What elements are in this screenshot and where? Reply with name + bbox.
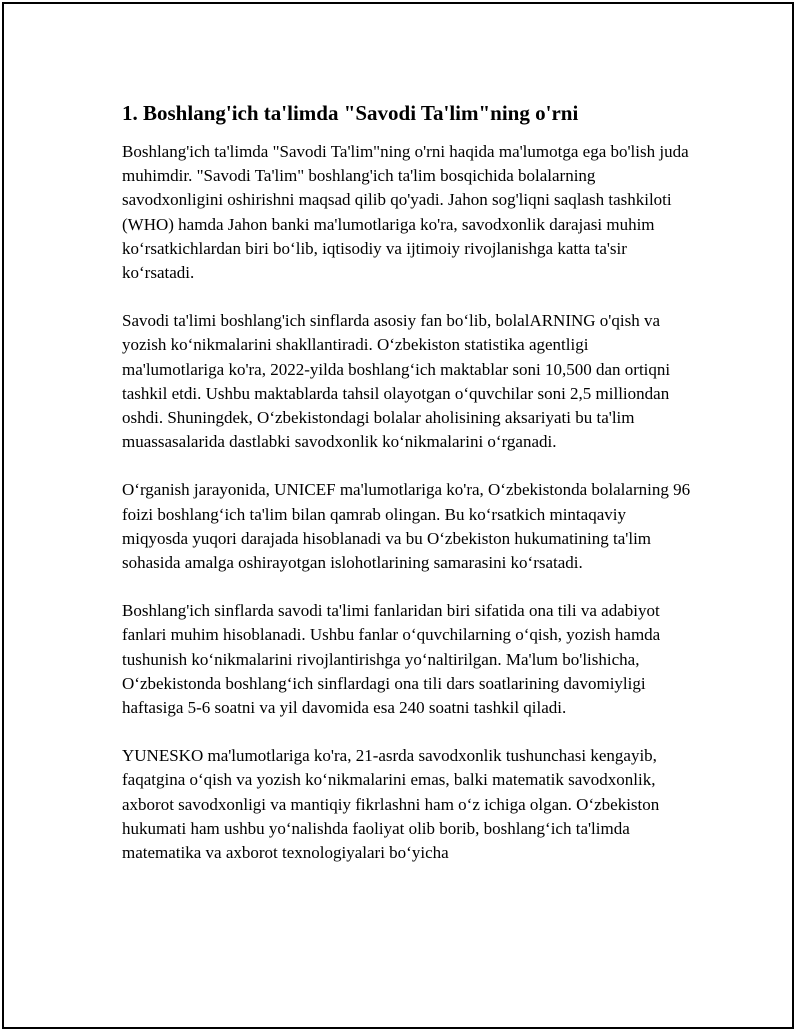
paragraph-2: Savodi ta'limi boshlang'ich sinflarda asosiy fan bo‘lib, bolalARNING o'qish va yozish ko‘nikmalarini shakllantiradi. O‘zbekiston statistika agentligi ma'lumotlariga ko'ra, 2022-yilda boshlang‘ich maktablar soni 10,500 dan ortiqni tashkil etdi. Ushbu maktablarda tahsil olayotgan o‘quvchilar soni 2,5 milliondan oshdi. Shuningdek, O‘zbekistondagi bolalar aholisining aksariyati bu ta'lim muassasalarida dastlabki savodxonlik ko‘nikmalarini o‘rganadi. [122,311,671,452]
section-heading: 1. Boshlang'ich ta'limda "Savodi Ta'lim"ning o'rni [122,101,579,125]
page-frame [2,2,794,1029]
paragraph-1: Boshlang'ich ta'limda "Savodi Ta'lim"ning o'rni haqida ma'lumotga ega bo'lish juda muhimdir. "Savodi Ta'lim" boshlang'ich ta'lim bosqichida bolalarning savodxonligini oshirishni maqsad qilib qo'yadi. Jahon sog'liqni saqlash tashkiloti (WHO) hamda Jahon banki ma'lumotlariga ko'ra, savodxonlik darajasi muhim ko‘rsatkichlardan biri bo‘lib, iqtisodiy va ijtimoiy rivojlanishga katta ta'sir ko‘rsatadi. [122,142,689,283]
document-body [122,98,692,889]
paragraph-4: Boshlang'ich sinflarda savodi ta'limi fanlaridan biri sifatida ona tili va adabiyot fanlari muhim hisoblanadi. Ushbu fanlar o‘quvchilarning o‘qish, yozish hamda tushunish ko‘nikmalarini rivojlantirishga yo‘naltirilgan. Ma'lum bo'lishicha, O‘zbekistonda boshlang‘ich sinflardagi ona tili dars soatlarining davomiyligi haftasiga 5-6 soatni va yil davomida esa 240 soatni tashkil qiladi. [122,601,661,718]
paragraph-3: O‘rganish jarayonida, UNICEF ma'lumotlariga ko'ra, O‘zbekistonda bolalarning 96 foizi boshlang‘ich ta'lim bilan qamrab olingan. Bu ko‘rsatkich mintaqaviy miqyosda yuqori darajada hisoblanadi va bu O‘zbekiston hukumatining ta'lim sohasida amalga oshirayotgan islohotlarining samarasini ko‘rsatadi. [122,480,691,573]
paragraph-5: YUNESKO ma'lumotlariga ko'ra, 21-asrda savodxonlik tushunchasi kengayib, faqatgina o‘qish va yozish ko‘nikmalarini emas, balki matematik savodxonlik, axborot savodxonligi va mantiqiy fikrlashni ham o‘z ichiga olgan. O‘zbekiston hukumati ham ushbu yo‘nalishda faoliyat olib borib, boshlang‘ich ta'limda matematika va axborot texnologiyalari bo‘yicha [122,746,660,863]
